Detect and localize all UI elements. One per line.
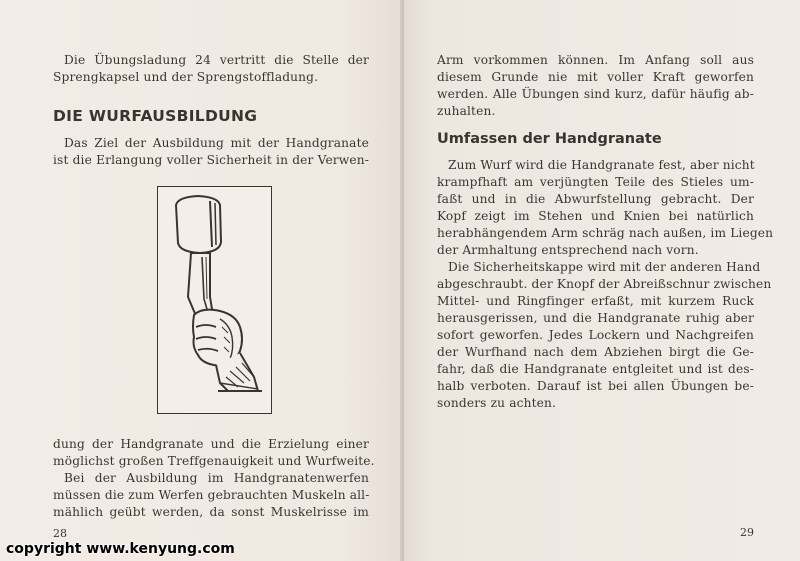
top-line-2: diesem Grunde nie mit voller Kraft geworfen (437, 70, 754, 84)
body-line-11: sofort geworfen. Jedes Lockern und Nachgreifen (437, 328, 754, 342)
body-line-2: krampfhaft am verjüngten Teile des Stieles um- (437, 175, 754, 189)
body-line-1: Zum Wurf wird die Handgranate fest, aber nicht (448, 158, 755, 172)
body-line-6: der Armhaltung entsprechend nach vorn. (437, 243, 699, 257)
body-line-9: Mittel- und Ringfinger erfaßt, mit kurzem Ruck (437, 294, 754, 308)
hand-grenade-illustration (157, 186, 272, 414)
para2-line-1: dung der Handgranate und die Erzielung einer (53, 437, 369, 451)
body-line-3: faßt und in die Abwurfstellung gebracht. Der (437, 192, 754, 206)
intro-line-1: Die Übungsladung 24 vertritt die Stelle der (64, 53, 369, 67)
para2-line-5: mählich geübt werden, da sonst Muskelrisse im (53, 505, 369, 519)
body-line-7: Die Sicherheitskappe wird mit der anderen Hand (448, 260, 761, 274)
body-line-8: abgeschraubt. der Knopf der Abreißschnur zwischen (437, 277, 772, 291)
top-line-1: Arm vorkommen können. Im Anfang soll aus (437, 53, 754, 67)
para2-line-2: möglichst großen Treffgenauigkeit und Wurfweite. (53, 454, 375, 468)
body-line-12: der Wurfhand nach dem Abziehen birgt die Ge- (437, 345, 754, 359)
top-line-4: zuhalten. (437, 104, 496, 118)
para2-line-4: müssen die zum Werfen gebrauchten Muskeln all- (53, 488, 370, 502)
top-line-3: werden. Alle Übungen sind kurz, dafür häufig ab- (437, 87, 754, 101)
body-line-4: Kopf zeigt im Stehen und Knien bei natürlich (437, 209, 754, 223)
body-line-10: herausgerissen, und die Handgranate ruhig aber (437, 311, 754, 325)
body-line-5: herabhängendem Arm schräg nach außen, im Liegen (437, 226, 774, 240)
body-line-13: fahr, daß die Handgranate entgleitet und ist des- (437, 362, 754, 376)
grenade-hand-drawing (158, 187, 271, 413)
intro-line-2: Sprengkapsel und der Sprengstoffladung. (53, 70, 319, 84)
right-page (404, 0, 800, 561)
section-heading: DIE WURFAUSBILDUNG (53, 107, 258, 125)
para2-line-3: Bei der Ausbildung im Handgranatenwerfen (64, 471, 369, 485)
subsection-heading: Umfassen der Handgranate (437, 131, 662, 147)
body-line-14: halb verboten. Darauf ist bei allen Übungen be- (437, 379, 754, 393)
body-line-15: sonders zu achten. (437, 396, 557, 410)
para1-line-1: Das Ziel der Ausbildung mit der Handgranate (64, 136, 369, 150)
page-number-right: 29 (740, 526, 754, 539)
page-number-left: 28 (53, 527, 67, 540)
para1-line-2: ist die Erlangung voller Sicherheit in der Verwen- (53, 153, 369, 167)
copyright-watermark: copyright www.kenyung.com (6, 541, 235, 557)
